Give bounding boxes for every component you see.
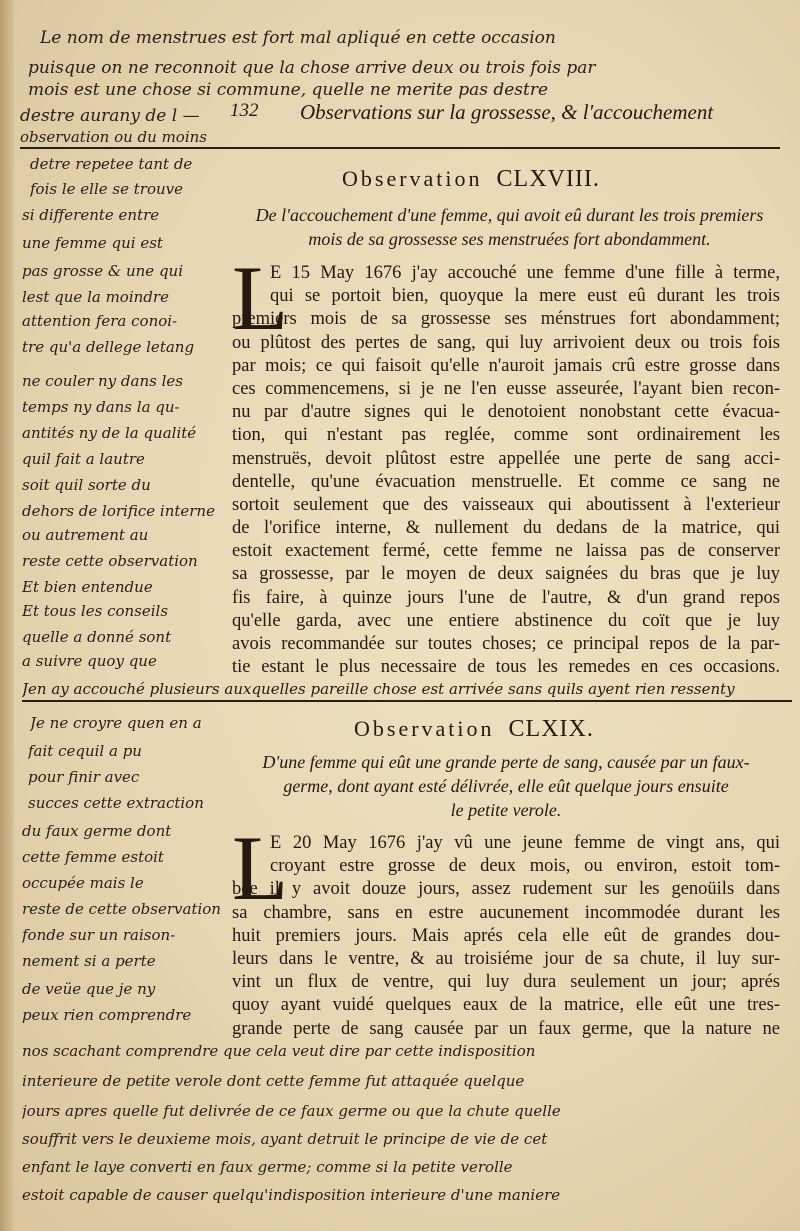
observation-body xyxy=(232,832,780,1041)
margin-note-line: Et bien entendue xyxy=(22,578,153,596)
observation-subtitle xyxy=(232,750,780,822)
text-line: sa grossesse, par le moyen de deux saignées du bras que je luy xyxy=(232,564,780,585)
handwritten-note-line: destre aurany de l — xyxy=(20,106,200,126)
handwritten-note-line: fois le elle se trouve xyxy=(30,180,183,198)
margin-note-line: cette femme estoit xyxy=(22,848,164,866)
margin-note-line: fait cequil a pu xyxy=(28,742,142,760)
text-line: nu par d'autre signes qui le denotoient nonobstant cette évacua- xyxy=(232,402,780,423)
margin-note-line: reste cette observation xyxy=(22,552,198,570)
drop-cap: L xyxy=(232,247,289,349)
handwritten-note-line: enfant le laye converti en faux germe; comme si la petite verolle xyxy=(22,1158,513,1176)
text-line: leurs dans le ventre, & au troisiéme jour de sa chute, il luy sur- xyxy=(232,948,780,969)
text-line: sa chambre, sans en estre aucunement incommodée durant les xyxy=(232,902,780,923)
margin-note-line: Je ne croyre quen en a xyxy=(30,714,202,732)
text-line: ou plûtost des pertes de sang, qui luy arrivoient deux ou trois fois xyxy=(232,332,780,353)
handwritten-separator-note: Jen ay accouché plusieurs auxquelles pareille chose est arrivée sans quils ayent rien ressenty xyxy=(22,680,735,698)
handwritten-note-line: puisque on ne reconnoit que la chose arrive deux ou trois fois par xyxy=(28,58,596,78)
text-line: quoy ayant vuidé quelques eaux de la matrice, elle eût une tres- xyxy=(232,995,780,1016)
text-line: fis faire, à quinze jours l'une de l'autre, & d'un grand repos xyxy=(232,587,780,608)
page-gutter xyxy=(0,0,14,1231)
handwritten-note-line: estoit capable de causer quelqu'indisposition interieure d'une maniere xyxy=(22,1186,561,1204)
margin-note-line: lest que la moindre xyxy=(22,288,169,306)
text-line: qui se portoit bien, quoyque la mere eust eû durant les trois xyxy=(270,286,780,307)
observation-label: Observation xyxy=(354,716,495,741)
observation-heading xyxy=(354,716,594,743)
margin-note-line: fonde sur un raison- xyxy=(22,926,176,944)
text-line: huit premiers jours. Mais aprés cela elle eût de grandes dou- xyxy=(232,925,780,946)
text-line: bée il y avoit douze jours, assez rudement sur les genoüils dans xyxy=(232,879,780,900)
margin-note-line: ne couler ny dans les xyxy=(22,372,183,390)
margin-note-line: attention fera conoi- xyxy=(22,312,178,330)
text-line: sortoit seulement que des vaisseaux qui aboutissent à l'exterieur xyxy=(232,494,780,515)
margin-note-line: reste de cette observation xyxy=(22,900,221,918)
handwritten-note-line: une femme qui est xyxy=(22,234,163,252)
observation-body xyxy=(232,262,780,679)
margin-note-line: antités ny de la qualité xyxy=(22,424,197,442)
handwritten-note-line: nos scachant comprendre que cela veut dire par cette indisposition xyxy=(22,1042,536,1060)
margin-note-line: temps ny dans la qu- xyxy=(22,398,180,416)
margin-note-line: de veüe que je ny xyxy=(22,980,156,998)
handwritten-note-line: Le nom de menstrues est fort mal apliqué en cette occasion xyxy=(40,28,556,48)
margin-note-line: tre qu'a dellege letang xyxy=(22,338,195,356)
observation-label: Observation xyxy=(342,166,483,191)
observation-heading xyxy=(342,166,600,193)
text-line: E 20 May 1676 j'ay vû une jeune femme de vingt ans, qui xyxy=(270,833,780,853)
text-line: vint un flux de ventre, qui luy dura seulement un jour; aprés xyxy=(232,972,780,993)
text-line: grande perte de sang causée par un faux germe, que la nature ne xyxy=(232,1018,780,1039)
subtitle-line: mois de sa grossesse ses menstruées fort abondamment. xyxy=(308,229,711,249)
margin-note-line: Et tous les conseils xyxy=(22,602,169,620)
text-line: de l'orifice interne, & nullement du dedans de la matrice, qui xyxy=(232,518,780,539)
handwritten-note-line: mois est une chose si commune, quelle ne merite pas destre xyxy=(28,80,549,100)
handwritten-note-line: si differente entre xyxy=(22,206,160,224)
margin-note-line: dehors de lorifice interne xyxy=(22,502,215,520)
margin-note-line: ou autrement au xyxy=(22,526,149,544)
margin-note-line: peux rien comprendre xyxy=(22,1006,192,1024)
margin-note-line: du faux germe dont xyxy=(22,822,172,840)
margin-note-line: pas grosse & une qui xyxy=(22,262,184,280)
text-line: tion, qui n'estant pas reglée, comme sont ordinairement les xyxy=(232,425,780,446)
text-line: croyant estre grosse de deux mois, ou environ, estoit tom- xyxy=(270,856,780,877)
page-number: 132 xyxy=(230,100,259,121)
text-line: premiers mois de sa grossesse ses ménstrues fort abondamment; xyxy=(232,309,780,330)
margin-note-line: quelle a donné sont xyxy=(22,628,172,646)
text-line: dentelle, qu'une évacuation menstruelle. Et comme ce sang ne xyxy=(232,471,780,492)
text-line: par mois; ce qui faisoit qu'elle n'auroit jamais crû estre grosse dans xyxy=(232,355,780,376)
text-line: tie estant le plus necessaire de tous les remedes en ces occasions. xyxy=(232,657,780,678)
subtitle-line: D'une femme qui eût une grande perte de sang, causée par un faux- xyxy=(262,752,750,772)
handwritten-note-line: observation ou du moins xyxy=(20,128,207,146)
margin-note-line: a suivre quoy que xyxy=(22,652,157,670)
running-header: Observations sur la grossesse, & l'accouchement xyxy=(300,100,714,124)
text-line: estoit exactement fermé, cette femme ne laissa pas de conserver xyxy=(232,541,780,562)
margin-note-line: quil fait a lautre xyxy=(22,450,145,468)
margin-note-line: occupée mais le xyxy=(22,874,144,892)
subtitle-line: le petite verole. xyxy=(450,800,562,820)
observation-number: CLXVIII. xyxy=(496,166,600,192)
drop-cap: L xyxy=(232,817,289,919)
handwritten-note-line: souffrit vers le deuxieme mois, ayant detruit le principe de vie de cet xyxy=(22,1130,548,1148)
margin-note-line: pour finir avec xyxy=(28,768,140,786)
margin-note-line: soit quil sorte du xyxy=(22,476,151,494)
handwritten-note-line: detre repetee tant de xyxy=(30,155,193,173)
text-line: E 15 May 1676 j'ay accouché une femme d'une fille à terme, xyxy=(270,263,780,283)
subtitle-line: De l'accouchement d'une femme, qui avoit eû durant les trois premiers xyxy=(255,205,764,225)
margin-note-line: nement si a perte xyxy=(22,952,156,970)
text-line: avois recommandée sur toutes choses; ce principal repos de la par- xyxy=(232,634,780,654)
handwritten-note-line: jours apres quelle fut delivrée de ce faux germe ou que la chute quelle xyxy=(22,1102,561,1120)
observation-number: CLXIX. xyxy=(508,716,594,742)
text-line: ces commencemens, si je ne l'en eusse asseurée, l'ayant bien recon- xyxy=(232,378,780,399)
margin-note-line: succes cette extraction xyxy=(28,794,204,812)
subtitle-line: germe, dont ayant esté délivrée, elle eût quelque jours ensuite xyxy=(283,776,729,796)
text-line: qu'elle garda, avec une entiere abstinence du coït que je luy xyxy=(232,610,780,631)
text-line: menstruës, devoit plûtost estre appellée une perte de sang acci- xyxy=(232,448,780,469)
header-rule xyxy=(20,147,780,149)
observation-subtitle xyxy=(232,203,787,251)
handwritten-note-line: interieure de petite verole dont cette femme fut attaquée quelque xyxy=(22,1072,525,1090)
section-rule xyxy=(22,700,792,702)
